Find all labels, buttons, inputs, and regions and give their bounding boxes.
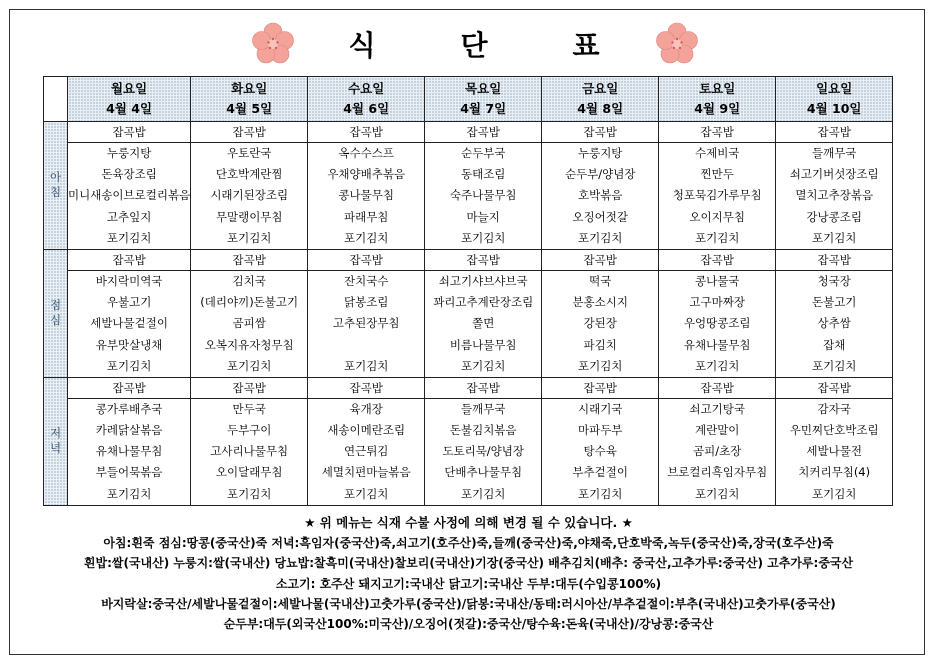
meal-row: [44, 122, 893, 250]
change-notice: ★ 위 메뉴는 식재 수불 사정에 의해 변경 될 수 있습니다. ★: [304, 515, 633, 530]
menu-item: 부추겉절이: [572, 465, 628, 480]
menu-item: 새송이메란조림: [327, 423, 406, 438]
menu-item: 마늘지: [466, 209, 500, 224]
origin-notice-porridge: 아침:흰죽 점심:땅콩(중국산)죽 저녁:흑임자(중국산)죽,쇠고기(호주산)죽,들깨(중국산)죽,야채죽,단호박죽,녹두(중국산)죽,장국(호주산)죽: [103, 536, 834, 550]
menu-item: 포기김치: [811, 230, 857, 245]
day-date: 4월 10일: [806, 101, 862, 116]
menu-item: 김치국: [232, 273, 266, 288]
menu-cell: [68, 122, 191, 250]
menu-cell: [191, 122, 308, 250]
menu-item: 잔치국수: [343, 273, 389, 288]
menu-cell: [659, 122, 776, 250]
origin-notice-seafood: 바지락살:중국산/세발나물겉절이:세발나물(국내산)고춧가루(중국산)/닭봉:국내산/동태:러시아산/부추겉절이:부추(국내산)고춧가루(중국산): [101, 597, 836, 611]
menu-item: 감자국: [817, 401, 851, 416]
menu-item: 찐만두: [700, 167, 734, 182]
meal-label-char: 침: [49, 185, 62, 200]
menu-item: 잡곡밥: [308, 122, 424, 143]
menu-item: 강된장: [583, 316, 617, 331]
menu-item: 잡곡밥: [776, 122, 892, 143]
menu-item: 쇠고기샤브샤브국: [438, 273, 528, 288]
menu-item: 우엉땅콩조림: [683, 316, 751, 331]
menu-item: 잡곡밥: [425, 122, 541, 143]
menu-item: 무말랭이무침: [215, 209, 283, 224]
menu-item: 유채나물무침: [95, 444, 163, 459]
menu-item: 돈육장조림: [101, 167, 157, 182]
menu-item: 잡곡밥: [191, 378, 307, 399]
menu-item: 잡곡밥: [425, 250, 541, 271]
menu-item: 잡곡밥: [776, 378, 892, 399]
menu-cell: [776, 249, 893, 377]
menu-cell: [308, 122, 425, 250]
menu-item: 우민찌단호박조림: [789, 423, 879, 438]
menu-item: 치커리무침(4): [798, 465, 871, 480]
menu-item: 도토리묵/양념장: [442, 444, 525, 459]
menu-item: 포기김치: [343, 230, 389, 245]
menu-cell: [68, 249, 191, 377]
day-name: 수요일: [348, 81, 385, 96]
menu-item: 포기김치: [226, 230, 272, 245]
menu-item: 콩나물국: [694, 273, 740, 288]
menu-item: 오이지무침: [689, 209, 745, 224]
menu-item: 고사리나물무침: [210, 444, 289, 459]
day-date: 4월 9일: [694, 101, 741, 116]
meal-label: [44, 377, 68, 505]
menu-item: 잡곡밥: [68, 250, 190, 271]
menu-item: 잡곡밥: [68, 122, 190, 143]
menu-cell: [425, 249, 542, 377]
meal-label-char: 아: [49, 170, 62, 185]
menu-item: 상추쌈: [817, 316, 851, 331]
menu-item: 오징어젓갈: [572, 209, 628, 224]
meal-label: [44, 122, 68, 250]
menu-item: 쇠고기탕국: [689, 401, 745, 416]
menu-item: 잡곡밥: [776, 250, 892, 271]
menu-cell: [542, 122, 659, 250]
menu-item: 잡곡밥: [191, 122, 307, 143]
menu-item: 순두부국: [460, 146, 506, 160]
menu-item: 잡곡밥: [308, 250, 424, 271]
menu-item: 고추된장무침: [332, 316, 400, 331]
day-name: 화요일: [231, 81, 268, 96]
menu-item: 떡국: [589, 273, 612, 288]
menu-item: 우토란국: [226, 146, 272, 160]
flower-icon: [654, 21, 700, 67]
menu-item: 강낭콩조림: [806, 209, 862, 224]
menu-cell: [308, 249, 425, 377]
meal-row: [44, 377, 893, 505]
menu-item: 옥수수스프: [338, 146, 394, 160]
day-name: 일요일: [816, 81, 853, 96]
menu-item: 숙주나물무침: [449, 188, 517, 203]
menu-item: 잡곡밥: [542, 122, 658, 143]
menu-item: 세발나물전: [806, 444, 862, 459]
menu-item: 육개장: [349, 401, 383, 416]
day-header: [776, 77, 893, 122]
menu-item: 닭봉조림: [343, 295, 389, 310]
menu-item: 곰피쌈: [232, 316, 266, 331]
menu-item: 청국장: [817, 273, 851, 288]
menu-item: 시래기국: [577, 401, 623, 416]
flower-icon: [250, 21, 296, 67]
origin-notice-rice: 흰밥:쌀(국내산) 누룽지:쌀(국내산) 당뇨밥:찰흑미(국내산)찰보리(국내산)기장(중국산) 배추김치(배추: 중국산,고추가루:중국산) 고추가루:중국산: [83, 556, 854, 570]
title-char: 단: [460, 29, 490, 62]
menu-item: 누룽지탕: [106, 146, 152, 160]
menu-item: 청포묵김가루무침: [672, 188, 762, 203]
menu-item: 브로컬리흑임자무침: [667, 465, 768, 480]
menu-cell: [425, 122, 542, 250]
meal-label: [44, 249, 68, 377]
menu-item: 쫄면: [472, 316, 495, 331]
menu-item: 호박볶음: [577, 188, 623, 203]
menu-item: 곰피/초장: [693, 444, 742, 459]
day-name: 금요일: [582, 81, 619, 96]
menu-item: 두부구이: [226, 423, 272, 438]
menu-cell: [542, 377, 659, 505]
menu-item: 포기김치: [460, 230, 506, 245]
menu-item: 미니새송이브로컬리볶음: [68, 188, 191, 203]
menu-item: 시래기된장조림: [210, 188, 289, 203]
menu-item: 포기김치: [694, 358, 740, 373]
menu-item: 포기김치: [811, 358, 857, 373]
menu-item: 유부맛살냉채: [95, 337, 163, 352]
menu-item: 콩가루배추국: [95, 401, 163, 416]
menu-item: 순두부/양념장: [564, 167, 636, 182]
menu-item: 들깨무국: [460, 401, 506, 416]
menu-item: [308, 335, 424, 356]
menu-item: 탕수육: [583, 444, 617, 459]
day-header-row: [44, 77, 893, 122]
day-header: [659, 77, 776, 122]
day-date: 4월 6일: [343, 101, 390, 116]
menu-item: 잡곡밥: [68, 378, 190, 399]
menu-item: 잡곡밥: [308, 378, 424, 399]
menu-item: 마파두부: [577, 423, 623, 438]
menu-item: 포기김치: [226, 486, 272, 501]
day-name: 토요일: [699, 81, 736, 96]
menu-item: 잡곡밥: [425, 378, 541, 399]
menu-item: 포기김치: [577, 230, 623, 245]
meal-label-char: 점: [49, 298, 62, 313]
menu-item: 만두국: [232, 401, 266, 416]
menu-item: 포기김치: [106, 358, 152, 373]
menu-item: 잡곡밥: [659, 378, 775, 399]
menu-item: 포기김치: [106, 486, 152, 501]
menu-cell: [308, 377, 425, 505]
menu-item: 포기김치: [226, 358, 272, 373]
menu-cell: [542, 249, 659, 377]
menu-item: 잡곡밥: [542, 378, 658, 399]
menu-item: 꽈리고추계란장조림: [433, 295, 534, 310]
menu-item: 잡채: [823, 337, 846, 352]
menu-item: 비름나물무침: [449, 337, 517, 352]
day-header: [425, 77, 542, 122]
title-row: [250, 18, 700, 70]
title-char: 식: [348, 29, 378, 62]
menu-item: 수제비국: [694, 146, 740, 160]
day-header: [68, 77, 191, 122]
menu-item: 오복지유자청무침: [204, 337, 294, 352]
menu-cell: [776, 377, 893, 505]
menu-item: 포기김치: [694, 486, 740, 501]
menu-item: 바지락미역국: [95, 273, 163, 288]
origin-notice-meat: 소고기: 호주산 돼지고기:국내산 닭고기:국내산 두부:대두(수입콩100%): [275, 577, 662, 591]
menu-item: 잡곡밥: [659, 250, 775, 271]
menu-item: 포기김치: [343, 486, 389, 501]
day-date: 4월 7일: [460, 101, 507, 116]
menu-item: 포기김치: [577, 486, 623, 501]
meal-label-char: 녁: [49, 441, 62, 456]
menu-item: 돈불고기: [811, 295, 857, 310]
menu-item: (데리야끼)돈불고기: [200, 295, 299, 310]
menu-cell: [776, 122, 893, 250]
menu-item: 파김치: [583, 337, 617, 352]
menu-item: 오이달래무침: [215, 465, 283, 480]
menu-item: 동태조림: [460, 167, 506, 182]
page-title: [296, 24, 654, 64]
menu-item: 잡곡밥: [542, 250, 658, 271]
menu-cell: [191, 249, 308, 377]
menu-item: 포기김치: [577, 358, 623, 373]
menu-item: 포기김치: [343, 358, 389, 373]
menu-item: 잡곡밥: [191, 250, 307, 271]
menu-item: 포기김치: [106, 230, 152, 245]
day-header: [542, 77, 659, 122]
menu-item: 우채양배추볶음: [327, 167, 406, 182]
corner-cell: [44, 77, 68, 122]
origin-notice-tofu: 순두부:대두(외국산100%:미국산)/오징어(젓갈):중국산/탕수육:돈육(국내산)/강낭콩:중국산: [223, 617, 714, 631]
day-header: [308, 77, 425, 122]
menu-item: 돈불김치볶음: [449, 423, 517, 438]
menu-item: 포기김치: [460, 486, 506, 501]
day-name: 월요일: [110, 81, 148, 96]
menu-item: 부들어묵볶음: [95, 465, 163, 480]
menu-item: 포기김치: [694, 230, 740, 245]
menu-item: 계란말이: [694, 423, 740, 438]
menu-cell: [659, 249, 776, 377]
day-date: 4월 5일: [226, 101, 273, 116]
day-date: 4월 8일: [577, 101, 624, 116]
menu-item: 파래무침: [343, 209, 389, 224]
menu-item: 세발나물겉절이: [90, 316, 168, 331]
menu-item: 고구마짜장: [689, 295, 745, 310]
menu-item: 고추잎지: [106, 209, 152, 224]
day-header: [191, 77, 308, 122]
menu-item: 단호박계란찜: [215, 167, 283, 182]
menu-cell: [425, 377, 542, 505]
meal-row: [44, 249, 893, 377]
menu-table: [43, 76, 893, 506]
menu-item: 유채나물무침: [683, 337, 751, 352]
menu-item: 연근튀김: [343, 444, 389, 459]
menu-item: 포기김치: [811, 486, 857, 501]
menu-item: 포기김치: [460, 358, 506, 373]
menu-item: 우불고기: [106, 295, 152, 310]
menu-cell: [68, 377, 191, 505]
menu-item: 누룽지탕: [577, 146, 623, 160]
menu-item: 들깨무국: [811, 146, 857, 160]
day-name: 목요일: [465, 81, 502, 96]
menu-item: 단배추나물무침: [444, 465, 523, 480]
menu-item: 분홍소시지: [572, 295, 628, 310]
menu-cell: [191, 377, 308, 505]
day-date: 4월 4일: [106, 101, 153, 116]
title-char: 표: [572, 29, 602, 62]
menu-item: 세멸치편마늘볶음: [321, 465, 411, 480]
menu-item: 멸치고추장볶음: [795, 188, 874, 203]
menu-item: 카레닭살볶음: [95, 423, 163, 438]
meal-label-char: 저: [49, 426, 62, 441]
meal-label-char: 심: [49, 313, 62, 328]
menu-item: 쇠고기버섯장조림: [789, 167, 879, 182]
menu-cell: [659, 377, 776, 505]
menu-item: 잡곡밥: [659, 122, 775, 143]
menu-item: 콩나물무침: [338, 188, 394, 203]
